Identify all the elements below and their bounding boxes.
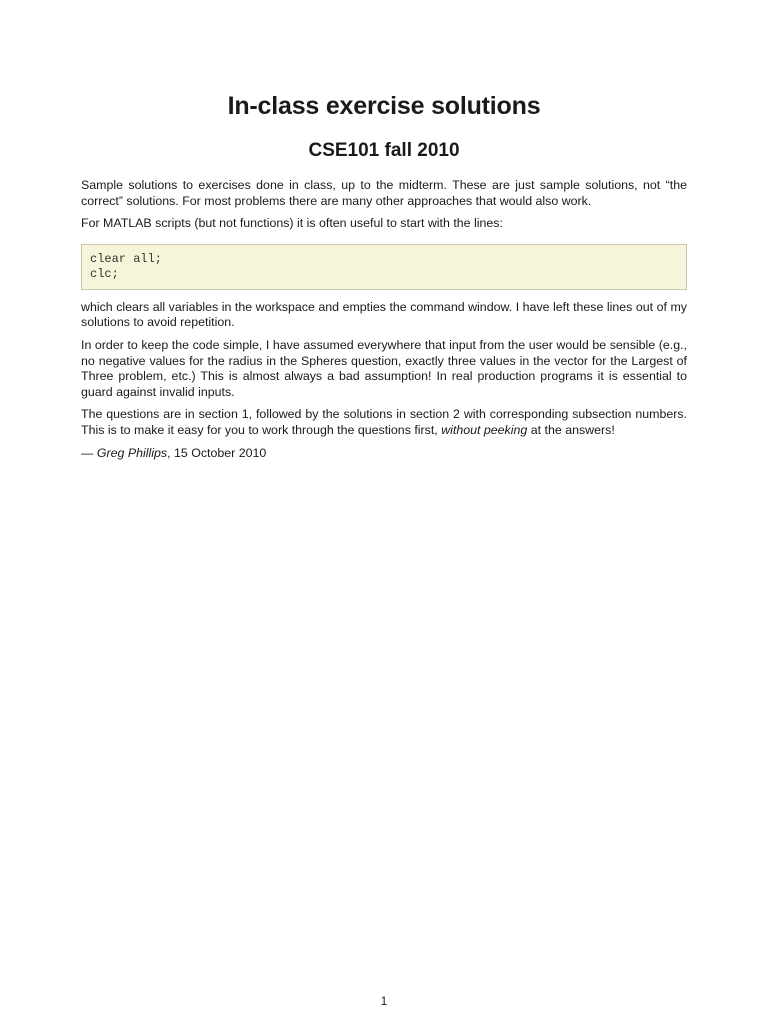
signature-author: Greg Phillips	[96, 445, 168, 460]
code-line: clc;	[90, 266, 119, 281]
sections-text-before: The questions are in section 1, followed by the solutions in section 2 with corresponding subsection numbers. This is to make it easy for you to work through the questions first,	[81, 407, 687, 437]
page-number: 1	[380, 994, 388, 1008]
code-line: clear all;	[90, 251, 163, 266]
simple-code-paragraph: In order to keep the code simple, I have assumed everywhere that input from the user would be sensible (e.g., no negative values for the radius in the Spheres question, exactly three values in the vector for the Largest of Three problem, etc.) This is almost always a bad assumption! In real production programs it is essential to guard against invalid inputs.	[81, 337, 687, 399]
sections-paragraph	[81, 407, 687, 438]
document-subtitle: CSE101 fall 2010	[308, 140, 460, 161]
signature-line	[81, 446, 687, 462]
document-title: In-class exercise solutions	[227, 92, 541, 120]
code-block	[81, 244, 687, 290]
signature-dash: —	[81, 445, 94, 460]
matlab-intro-paragraph: For MATLAB scripts (but not functions) it is often useful to start with the lines:	[81, 216, 503, 231]
signature-date: , 15 October 2010	[167, 445, 267, 460]
after-code-paragraph: which clears all variables in the workspace and empties the command window. I have left these lines out of my solutions to avoid repetition.	[81, 299, 687, 330]
sections-emphasis: without peeking	[441, 422, 528, 437]
sections-text-after: at the answers!	[530, 422, 615, 437]
intro-paragraph: Sample solutions to exercises done in class, up to the midterm. These are just sample solutions, not “the correct” solutions. For most problems there are many other approaches that would also work.	[81, 178, 687, 208]
document-body	[81, 178, 687, 468]
